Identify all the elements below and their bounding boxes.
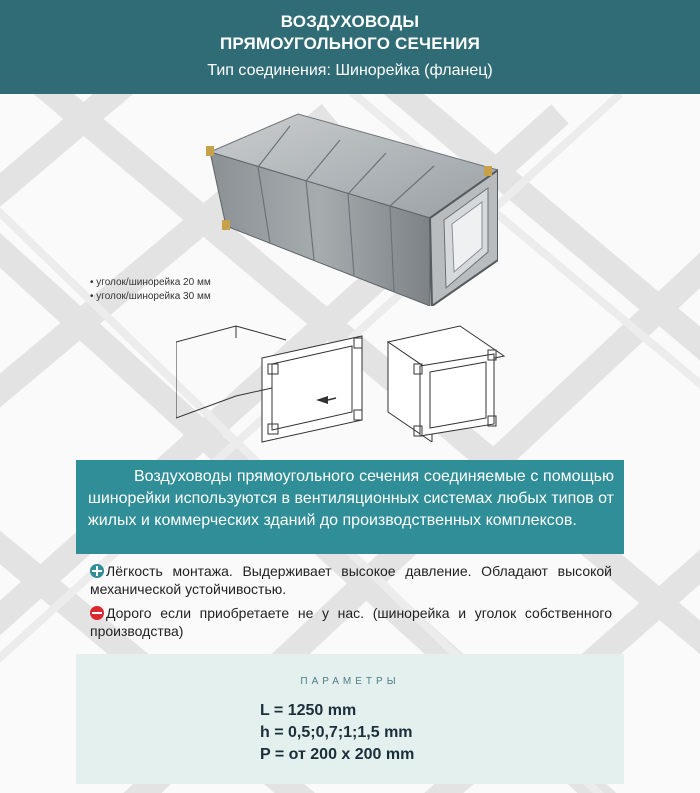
parameter-thickness: h = 0,5;0,7;1;1,5 mm [260, 724, 413, 741]
disadvantage-block [90, 604, 612, 640]
description-text: Воздуховоды прямоугольного сечения соединяемые с помощью шинорейки используются в вентиляционных системах любых типов от жилых и коммерческих зданий до производственных комплексов. [88, 468, 614, 529]
description-box [76, 460, 624, 554]
flange-connection-diagram [176, 318, 376, 448]
parameters-title: ПАРАМЕТРЫ [300, 676, 400, 687]
duct-product-image [198, 100, 498, 306]
parameters-box [76, 654, 624, 784]
parameter-section: P = от 200 х 200 mm [260, 746, 415, 763]
page-title-line1: ВОЗДУХОВОДЫ [280, 12, 420, 31]
advantage-block [90, 562, 612, 598]
list-item: • уголок/шинорейка 20 мм [90, 276, 211, 290]
disadvantage-text: Дорого если приобретаете не у нас. (шинорейка и уголок собственного производства) [90, 605, 612, 639]
advantage-text: Лёгкость монтажа. Выдерживает высокое давление. Обладают высокой механической устойчивостью. [90, 563, 612, 597]
list-item: • уголок/шинорейка 30 мм [90, 290, 211, 304]
parameter-length: L = 1250 mm [260, 702, 357, 719]
page-subtitle: Тип соединения: Шинорейка (фланец) [207, 62, 493, 79]
header-banner [0, 0, 700, 94]
duct-end-flange-diagram [386, 320, 506, 442]
plus-icon [90, 564, 104, 578]
minus-icon [90, 606, 104, 620]
flange-size-list [90, 276, 211, 304]
page-title-line2: ПРЯМОУГОЛЬНОГО СЕЧЕНИЯ [219, 34, 481, 53]
